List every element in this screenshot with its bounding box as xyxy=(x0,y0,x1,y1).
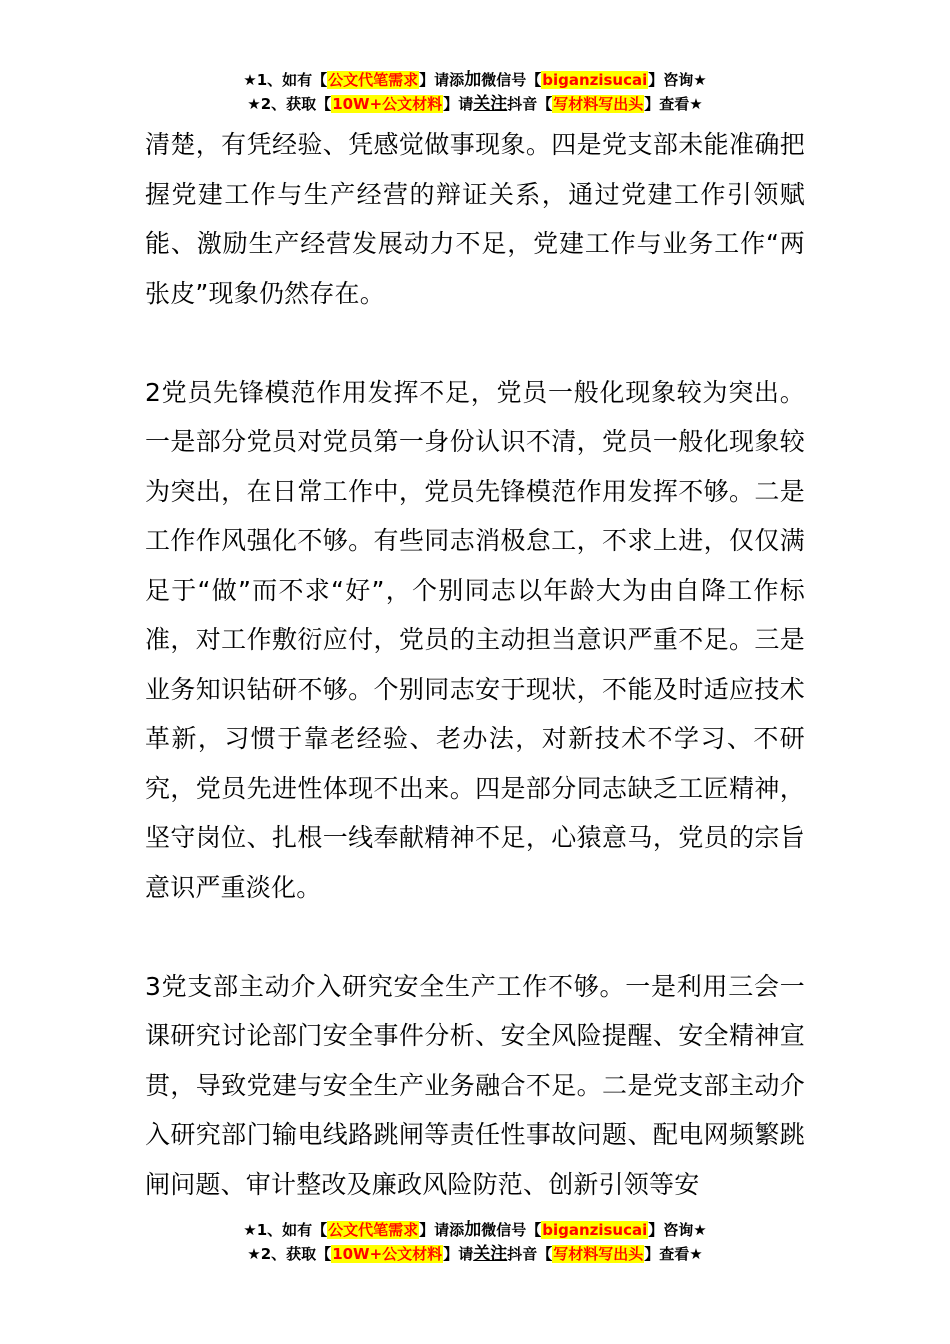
banner-text: 微信号【 xyxy=(481,71,542,89)
wechat-id-highlight: biganzisucai xyxy=(542,71,648,89)
banner-line-1 xyxy=(0,1218,950,1242)
banner-text: 】请 xyxy=(443,95,474,113)
douyin-id-highlight: 写材料写出头 xyxy=(553,1245,644,1263)
paragraph: 3党支部主动介入研究安全生产工作不够。一是利用三会一课研究讨论部门安全事件分析、安全风险提醒、安全精神宣贯，导致党建与安全生产业务融合不足。二是党支部主动介入研究部门输电线路跳闸等责任性事故问题、配电网频繁跳闸问题、审计整改及廉政风险防范、创新引领等安 xyxy=(145,971,805,1199)
banner-highlight: 10W+公文材料 xyxy=(332,95,443,113)
paragraph: 清楚，有凭经验、凭感觉做事现象。四是党支部未能准确把握党建工作与生产经营的辩证关系，通过党建工作引领赋能、激励生产经营发展动力不足，党建工作与业务工作“两张皮”现象仍然存在。 xyxy=(145,130,805,308)
header-banner xyxy=(0,68,950,116)
banner-text: ★1、如有【 xyxy=(243,71,328,89)
banner-line-1 xyxy=(0,68,950,92)
document-body xyxy=(145,120,805,1209)
banner-text: 】请 xyxy=(443,1245,474,1263)
banner-text: 】咨询★ xyxy=(648,71,707,89)
banner-line-2 xyxy=(0,1242,950,1266)
banner-text: 】请添 xyxy=(419,1221,465,1239)
footer-banner xyxy=(0,1218,950,1266)
banner-text: 】查看★ xyxy=(644,95,703,113)
banner-text: 加 xyxy=(464,1220,482,1240)
banner-text: ★2、获取【 xyxy=(247,95,332,113)
paragraph: 2党员先锋模范作用发挥不足，党员一般化现象较为突出。一是部分党员对党员第一身份认识不清，党员一般化现象较为突出，在日常工作中，党员先锋模范作用发挥不够。二是工作作风强化不够。有些同志消极怠工，不求上进，仅仅满足于“做”而不求“好”，个别同志以年龄大为由自降工作标准，对工作敷衍应付，党员的主动担当意识严重不足。三是业务知识钻研不够。个别同志安于现状，不能及时适应技术革新，习惯于靠老经验、老办法，对新技术不学习、不研究，党员先进性体现不出来。四是部分同志缺乏工匠精神，坚守岗位、扎根一线奉献精神不足，心猿意马，党员的宗旨意识严重淡化。 xyxy=(145,377,805,902)
banner-text: 关注 xyxy=(473,94,508,114)
banner-highlight: 公文代笔需求 xyxy=(328,71,419,89)
banner-text: 微信号【 xyxy=(481,1221,542,1239)
banner-text: 抖音【 xyxy=(507,1245,553,1263)
banner-highlight: 10W+公文材料 xyxy=(332,1245,443,1263)
banner-highlight: 公文代笔需求 xyxy=(328,1221,419,1239)
banner-text: 抖音【 xyxy=(507,95,553,113)
wechat-id-highlight: biganzisucai xyxy=(542,1221,648,1239)
banner-text: 】咨询★ xyxy=(648,1221,707,1239)
douyin-id-highlight: 写材料写出头 xyxy=(553,95,644,113)
banner-text: 】查看★ xyxy=(644,1245,703,1263)
banner-line-2 xyxy=(0,92,950,116)
banner-text: 】请添 xyxy=(419,71,465,89)
banner-text: ★1、如有【 xyxy=(243,1221,328,1239)
banner-text: ★2、获取【 xyxy=(247,1245,332,1263)
banner-text: 关注 xyxy=(473,1244,508,1264)
banner-text: 加 xyxy=(464,70,482,90)
